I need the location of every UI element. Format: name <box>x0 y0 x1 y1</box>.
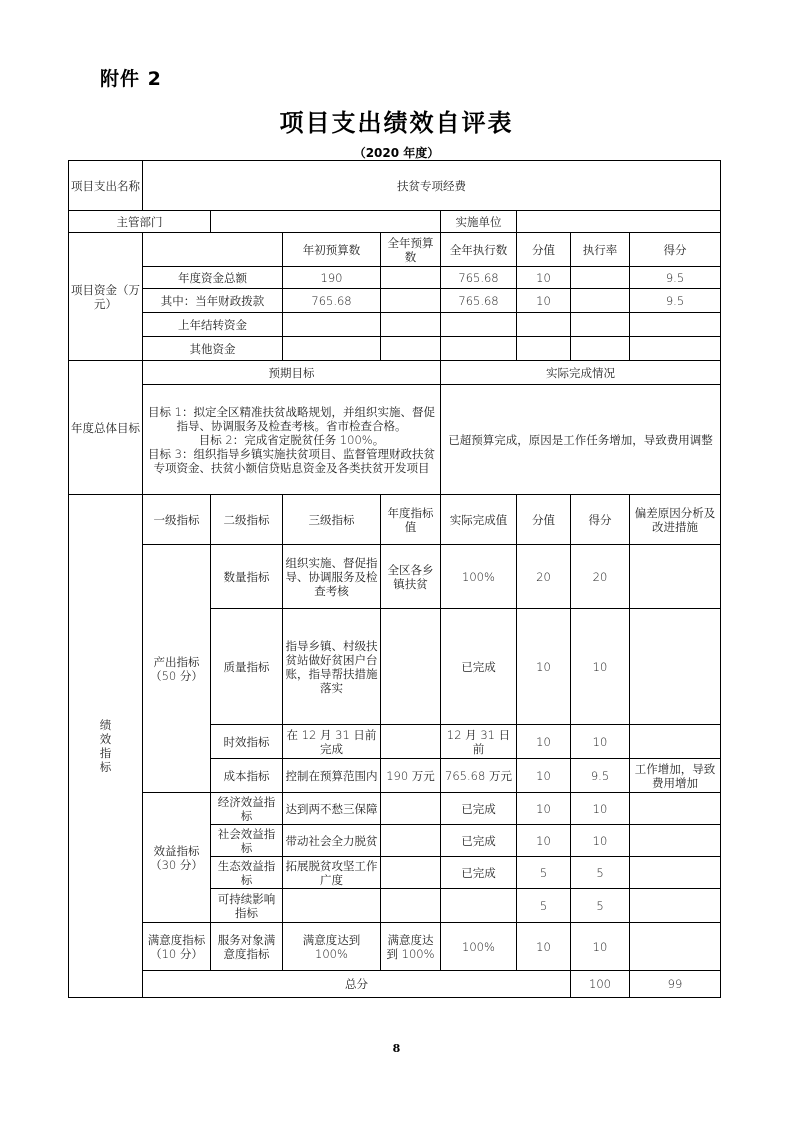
actual-completion-header: 实际完成情况 <box>441 361 721 385</box>
funds-row-value: 10 <box>517 289 571 313</box>
indicator-l2: 成本指标 <box>211 759 283 793</box>
expected-goals <box>143 385 441 495</box>
dept-label: 主管部门 <box>69 211 211 233</box>
funds-row-value <box>517 313 571 337</box>
indicator-l2: 时效指标 <box>211 725 283 759</box>
funds-row-name: 年度资金总额 <box>143 267 283 289</box>
perf-header-reason: 偏差原因分析及改进措施 <box>630 495 721 545</box>
funds-header-row <box>69 233 721 267</box>
indicator-reason <box>630 857 721 889</box>
indicator-actual: 已完成 <box>441 825 517 857</box>
indicator-l3: 拓展脱贫攻坚工作广度 <box>283 857 381 889</box>
indicator-value: 10 <box>517 759 571 793</box>
total-score: 99 <box>630 971 721 998</box>
funds-row-value <box>517 337 571 361</box>
indicator-value: 10 <box>517 609 571 725</box>
indicator-l2: 数量指标 <box>211 545 283 609</box>
funds-row-initial: 765.68 <box>283 289 381 313</box>
indicator-value: 10 <box>517 923 571 971</box>
funds-row-rate <box>571 313 630 337</box>
funds-row-score <box>630 313 721 337</box>
funds-row-score: 9.5 <box>630 267 721 289</box>
indicator-l2: 经济效益指标 <box>211 793 283 825</box>
indicator-score: 10 <box>571 793 630 825</box>
perf-header-value: 分值 <box>517 495 571 545</box>
indicator-value: 10 <box>517 793 571 825</box>
indicator-value: 5 <box>517 857 571 889</box>
funds-row-name: 上年结转资金 <box>143 313 283 337</box>
indicator-row <box>69 545 721 609</box>
funds-row-annual <box>381 337 441 361</box>
expected-goals-header: 预期目标 <box>143 361 441 385</box>
indicator-target: 全区各乡镇扶贫 <box>381 545 441 609</box>
funds-row-score <box>630 337 721 361</box>
performance-header-row <box>69 495 721 545</box>
funds-row-executed <box>441 313 517 337</box>
goals-label: 年度总体目标 <box>69 361 143 495</box>
actual-completion: 已超预算完成，原因是工作任务增加，导致费用调整 <box>441 385 721 495</box>
funds-header-blank <box>143 233 283 267</box>
indicator-value: 5 <box>517 889 571 923</box>
funds-row-rate <box>571 267 630 289</box>
indicator-score: 10 <box>571 825 630 857</box>
attachment-label: 附件 2 <box>100 68 162 90</box>
goal-item: 目标 2：完成省定脱贫任务 100%。 <box>198 432 385 447</box>
perf-header-l2: 二级指标 <box>211 495 283 545</box>
impl-unit-label: 实施单位 <box>441 211 517 233</box>
goals-header-row <box>69 361 721 385</box>
benefit-indicators-label: 效益指标（30 分） <box>143 793 211 923</box>
funds-header-annual: 全年预算数 <box>381 233 441 267</box>
indicator-score: 9.5 <box>571 759 630 793</box>
indicator-actual: 已完成 <box>441 857 517 889</box>
funds-row-initial: 190 <box>283 267 381 289</box>
funds-header-executed: 全年执行数 <box>441 233 517 267</box>
goals-content-row <box>69 385 721 495</box>
funds-header-rate: 执行率 <box>571 233 630 267</box>
indicator-l3 <box>283 889 381 923</box>
indicator-actual: 100% <box>441 923 517 971</box>
indicator-target: 满意度达到 100% <box>381 923 441 971</box>
indicator-reason <box>630 923 721 971</box>
indicator-target <box>381 609 441 725</box>
indicator-l3: 在 12 月 31 日前完成 <box>283 725 381 759</box>
output-indicators-label: 产出指标（50 分） <box>143 545 211 793</box>
funds-row-annual <box>381 289 441 313</box>
indicator-score: 10 <box>571 725 630 759</box>
indicator-reason: 工作增加，导致费用增加 <box>630 759 721 793</box>
indicator-value: 10 <box>517 825 571 857</box>
indicator-l2: 社会效益指标 <box>211 825 283 857</box>
project-name-label: 项目支出名称 <box>69 161 143 211</box>
funds-header-score: 得分 <box>630 233 721 267</box>
funds-header-value: 分值 <box>517 233 571 267</box>
perf-header-l1: 一级指标 <box>143 495 211 545</box>
indicator-l2: 质量指标 <box>211 609 283 725</box>
indicator-target: 190 万元 <box>381 759 441 793</box>
indicator-l3: 达到两不愁三保障 <box>283 793 381 825</box>
funds-row-annual <box>381 313 441 337</box>
total-value: 100 <box>571 971 630 998</box>
perf-header-actual: 实际完成值 <box>441 495 517 545</box>
indicator-l3: 指导乡镇、村级扶贫站做好贫困户台账，指导帮扶措施落实 <box>283 609 381 725</box>
indicator-actual: 100% <box>441 545 517 609</box>
indicator-target <box>381 857 441 889</box>
funds-row-annual <box>381 267 441 289</box>
total-row <box>69 971 721 998</box>
indicator-actual <box>441 889 517 923</box>
goal-item: 目标 1：拟定全区精准扶贫战略规划，并组织实施、督促指导、协调服务及检查考核。省市检查合格。 <box>148 404 435 433</box>
funds-row-rate <box>571 289 630 313</box>
indicator-actual: 12 月 31 日前 <box>441 725 517 759</box>
indicator-value: 10 <box>517 725 571 759</box>
total-label: 总分 <box>143 971 571 998</box>
perf-header-l3: 三级指标 <box>283 495 381 545</box>
indicator-score: 5 <box>571 857 630 889</box>
indicator-l2: 生态效益指标 <box>211 857 283 889</box>
funds-row-name: 其他资金 <box>143 337 283 361</box>
performance-label: 绩效指标 <box>69 495 143 998</box>
indicator-row <box>69 793 721 825</box>
indicator-reason <box>630 825 721 857</box>
indicator-reason <box>630 609 721 725</box>
funds-row-initial <box>283 313 381 337</box>
funds-row <box>69 313 721 337</box>
indicator-score: 10 <box>571 609 630 725</box>
evaluation-table <box>68 160 721 998</box>
perf-header-target: 年度指标值 <box>381 495 441 545</box>
funds-row <box>69 289 721 313</box>
funds-row <box>69 337 721 361</box>
indicator-reason <box>630 545 721 609</box>
funds-header-initial: 年初预算数 <box>283 233 381 267</box>
indicator-target <box>381 725 441 759</box>
impl-unit-value <box>517 211 721 233</box>
indicator-target <box>381 889 441 923</box>
funds-row <box>69 267 721 289</box>
indicator-reason <box>630 793 721 825</box>
goal-item: 目标 3：组织指导乡镇实施扶贫项目、监督管理财政扶贫专项资金、扶贫小额信贷贴息资金及各类扶贫开发项目 <box>148 446 435 475</box>
indicator-l2: 服务对象满意度指标 <box>211 923 283 971</box>
funds-row-executed <box>441 337 517 361</box>
indicator-score: 5 <box>571 889 630 923</box>
indicator-target <box>381 825 441 857</box>
funds-label: 项目资金（万元） <box>69 233 143 361</box>
funds-row-value: 10 <box>517 267 571 289</box>
project-name-row <box>69 161 721 211</box>
dept-value <box>211 211 441 233</box>
indicator-actual: 已完成 <box>441 609 517 725</box>
indicator-row <box>69 923 721 971</box>
funds-row-rate <box>571 337 630 361</box>
satisfaction-indicators-label: 满意度指标（10 分） <box>143 923 211 971</box>
indicator-reason <box>630 889 721 923</box>
indicator-l2: 可持续影响指标 <box>211 889 283 923</box>
funds-row-name: 其中：当年财政拨款 <box>143 289 283 313</box>
indicator-value: 20 <box>517 545 571 609</box>
indicator-l3: 控制在预算范围内 <box>283 759 381 793</box>
page-title: 项目支出绩效自评表 <box>279 109 514 137</box>
indicator-l3: 组织实施、督促指导、协调服务及检查考核 <box>283 545 381 609</box>
indicator-l3: 带动社会全力脱贫 <box>283 825 381 857</box>
indicator-score: 10 <box>571 923 630 971</box>
indicator-actual: 765.68 万元 <box>441 759 517 793</box>
funds-row-initial <box>283 337 381 361</box>
indicator-reason <box>630 725 721 759</box>
indicator-l3: 满意度达到 100% <box>283 923 381 971</box>
project-name-value: 扶贫专项经费 <box>143 161 721 211</box>
funds-row-score: 9.5 <box>630 289 721 313</box>
funds-row-executed: 765.68 <box>441 289 517 313</box>
indicator-score: 20 <box>571 545 630 609</box>
indicator-target <box>381 793 441 825</box>
dept-row <box>69 211 721 233</box>
perf-header-score: 得分 <box>571 495 630 545</box>
year-label: （2020 年度） <box>353 146 440 160</box>
page-number: 8 <box>392 1042 401 1055</box>
funds-row-executed: 765.68 <box>441 267 517 289</box>
indicator-actual: 已完成 <box>441 793 517 825</box>
